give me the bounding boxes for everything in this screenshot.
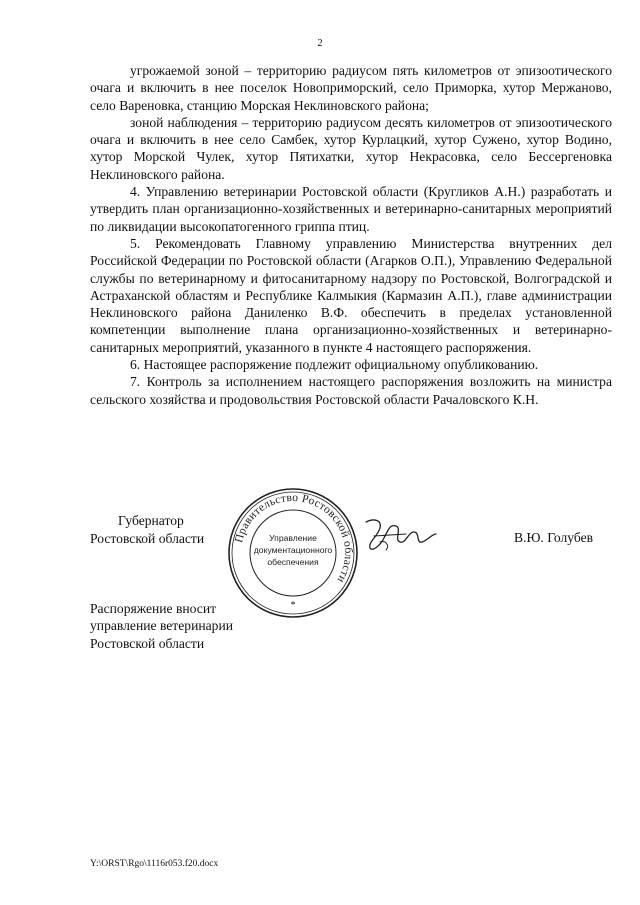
- paragraph-observation-zone: зоной наблюдения – территорию радиусом десять километров от эпизоотического очага и включить в нее село Самбек, хутор Курлацкий, хутор Сужено, хутор Водино, хутор Морской Чулек, хутор Пятихатки, хутор Некрасовка, село Бессергеновка Неклиновского района.: [90, 114, 612, 182]
- official-seal: [226, 486, 360, 620]
- seal-outer-text: Правительство Ростовской области: [233, 491, 355, 585]
- paragraph-threatened-zone: угрожаемой зоной – территорию радиусом пять километров от эпизоотического очага и включить в нее поселок Новоприморский, село Приморка, хутор Мержаново, село Вареновка, станцию Морская Неклиновского района;: [90, 63, 612, 113]
- file-path: Y:\ORST\Rgo\1116r053.f20.docx: [90, 859, 219, 869]
- paragraph-item-6: 6. Настоящее распоряжение подлежит официальному опубликованию.: [130, 357, 539, 373]
- seal-inner-line3: обеспечения: [267, 557, 319, 567]
- signature-title: [90, 512, 204, 548]
- seal-inner-line1: Управление: [269, 533, 317, 543]
- signer-region: Ростовской области: [90, 531, 205, 546]
- handwritten-signature: [360, 512, 440, 558]
- paragraph-item-7: 7. Контроль за исполнением настоящего распоряжения возложить на министра сельского хозяйства и продовольствия Ростовской области Рачаловского К.Н.: [90, 374, 612, 407]
- submission-note: [90, 600, 233, 652]
- seal-star: *: [290, 600, 296, 611]
- signer-name: В.Ю. Голубев: [514, 530, 594, 545]
- note-line-2: управление ветеринарии: [90, 618, 234, 634]
- seal-inner-line2: документационного: [253, 545, 333, 555]
- note-line-3: Ростовской области: [90, 635, 205, 651]
- paragraph-item-4: 4. Управлению ветеринарии Ростовской области (Кругликов А.Н.) разработать и утвердить план организационно-хозяйственных и ветеринарно-санитарных мероприятий по ликвидации высокопатогенного гриппа птиц.: [90, 184, 612, 234]
- paragraph-item-5: 5. Рекомендовать Главному управлению Министерства внутренних дел Российской Федерации по Ростовской области (Агарков О.П.), Управлению Федеральной службы по ветеринарному и фитосанитарному надзору по Ростовской, Волгоградской и Астраханской областям и Республике Калмыкия (Кармазин А.П.), главе администрации Неклиновского района Даниленко В.Ф. обеспечить в пределах установленной компетенции выполнение плана организационно-хозяйственных и ветеринарно-санитарных мероприятий, указанного в пункте 4 настоящего распоряжения.: [90, 235, 612, 355]
- page-number: 2: [317, 38, 323, 49]
- document-body: [90, 62, 612, 408]
- signer-position: Губернатор: [118, 513, 184, 528]
- note-line-1: Распоряжение вносит: [90, 601, 217, 616]
